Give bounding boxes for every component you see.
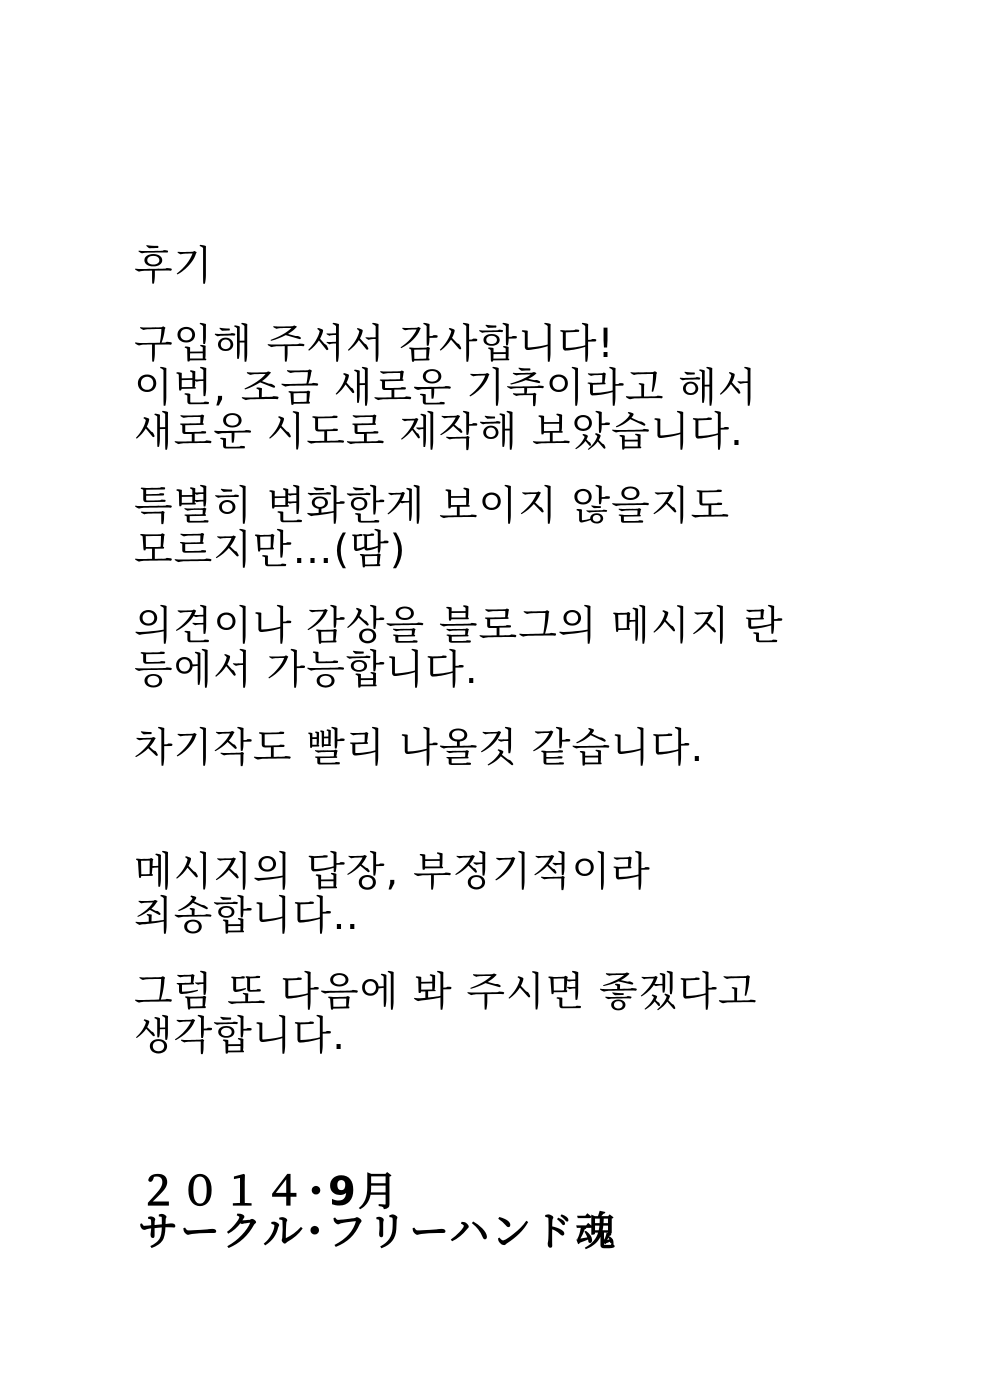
next-work-line-1: 차기작도 빨리 나올것 같습니다. [134, 725, 705, 771]
title-text: 후기 [134, 243, 214, 289]
signature-date: ２０１４･9月 [138, 1169, 400, 1215]
signature-circle-name: サークル･フリーハンド魂 [138, 1209, 618, 1255]
feedback-line-1: 의견이나 감상을 블로그의 메시지 란 [134, 603, 784, 649]
apology-line-2: 죄송합니다‥ [134, 893, 360, 939]
change-line-1: 특별히 변화한게 보이지 않을지도 [134, 483, 731, 529]
change-paragraph [134, 484, 730, 572]
feedback-line-2: 등에서 가능합니다. [134, 647, 479, 693]
apology-paragraph [134, 850, 651, 938]
change-line-2: 모르지만…(땀) [134, 527, 407, 573]
closing-line-1: 그럼 또 다음에 봐 주시면 좋겠다고 [134, 969, 758, 1015]
feedback-paragraph [134, 604, 783, 692]
thanks-paragraph [134, 322, 758, 454]
thanks-line-2: 이번, 조금 새로운 기축이라고 해서 [134, 365, 758, 411]
thanks-line-3: 새로운 시도로 제작해 보았습니다. [134, 409, 744, 455]
afterword-title [134, 244, 213, 288]
apology-line-1: 메시지의 답장, 부정기적이라 [134, 849, 651, 895]
closing-paragraph [134, 970, 758, 1058]
next-work-paragraph [134, 726, 704, 770]
thanks-line-1: 구입해 주셔서 감사합니다! [134, 321, 615, 367]
closing-line-2: 생각합니다. [134, 1013, 346, 1059]
